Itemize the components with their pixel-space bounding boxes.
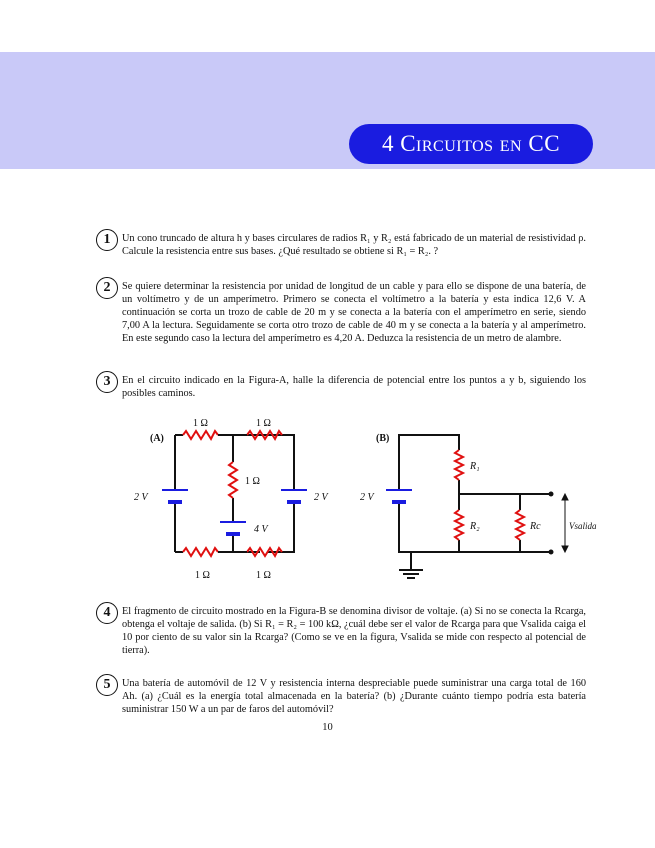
label-v-source: 2 V [360,492,374,503]
problem-3 [96,374,586,400]
chapter-name: Circuitos en CC [400,131,561,156]
problem-number: 5 [96,674,118,696]
label-r-top-right: 1 Ω [256,418,271,429]
resistor-middle-icon [229,462,237,498]
label-v-right: 2 V [314,492,328,503]
chapter-number: 4 [381,131,394,156]
problem-number: 4 [96,602,118,624]
label-r-middle: 1 Ω [245,476,260,487]
label-r2: R₂ [470,521,480,532]
problem-number: 2 [96,277,118,299]
label-r-bottom-left: 1 Ω [195,570,210,581]
resistor-r2-icon [455,510,463,540]
problem-4 [96,605,586,657]
figure-b-label: (B) [376,433,390,444]
page-number: 10 [322,722,333,733]
problem-1 [96,232,586,258]
label-r-top-left: 1 Ω [193,418,208,429]
chapter-title [349,124,593,164]
label-rc: Rc [530,521,541,532]
vout-arrow-icon [562,494,568,552]
problem-text: Una batería de automóvil de 12 V y resistencia interna despreciable puede suministrar una carga total de 160 Ah. (a) ¿Cuál es la energía total almacenada en la batería? (b) ¿Durante cuánto tiempo podría esta batería suministrar 150 W a un par de faros del automóvil? [122,678,586,715]
problem-text: Se quiere determinar la resistencia por unidad de longitud de un cable y para ello se dispone de una batería, de un voltímetro y de un amperímetro. Primero se conecta el voltímetro a la batería y esta indica 12,6 V. A continuación se corta un trozo de cable de 20 m y se conecta a la batería con el amperímetro en serie, siendo 7,00 A la lectura. Seguidamente se corta otro trozo de cable de 40 m y se conecta a la batería y al amperímetro. En este segundo caso la lectura del amperímetro es 4,20 A. Deduzca la resistencia de un metro de alambre. [122,281,586,344]
output-terminals [549,492,554,555]
problem-text: El fragmento de circuito mostrado en la Figura-B se denomina divisor de voltaje. (a) Si no se conecta la Rcarga, obtenga el voltaje de salida. (b) Si R₁ = R₂ = 100 kΩ, ¿cuál debe ser el valor de Rcarga para que Vsalida caiga el 10 por ciento de su valor sin la Rcarga? (Como se ve en la figura, Vsalida se mide con respecto al potencial de tierra). [122,606,586,656]
label-r1: R₁ [470,461,480,472]
label-v-left: 2 V [134,492,148,503]
batteries-a [162,490,307,534]
circuit-figures [120,410,610,590]
problem-text: Un cono truncado de altura h y bases circulares de radios R₁ y R₂ está fabricado de un material de resistividad ρ. Calcule la resistencia entre sus bases. ¿Qué resultado se obtiene si R₁ = R₂. ? [122,233,586,257]
problem-number: 1 [96,229,118,251]
problem-number: 3 [96,371,118,393]
resistor-rc-icon [516,510,524,540]
problem-5 [96,677,586,716]
label-vout: Vsalida [569,521,597,531]
label-v-middle: 4 V [254,524,268,535]
problem-text: En el circuito indicado en la Figura-A, halle la diferencia de potencial entre los puntos a y b, siguiendo los posibles caminos. [122,375,586,399]
figure-b-circuit [399,435,551,578]
figure-a-label: (A) [150,433,164,444]
label-r-bottom-right: 1 Ω [256,570,271,581]
resistor-r1-icon [455,450,463,480]
resistor-bottom-left-icon [183,548,218,556]
resistor-bottom-right-icon [247,548,282,556]
resistor-top-left-icon [183,431,218,439]
problem-2 [96,280,586,345]
